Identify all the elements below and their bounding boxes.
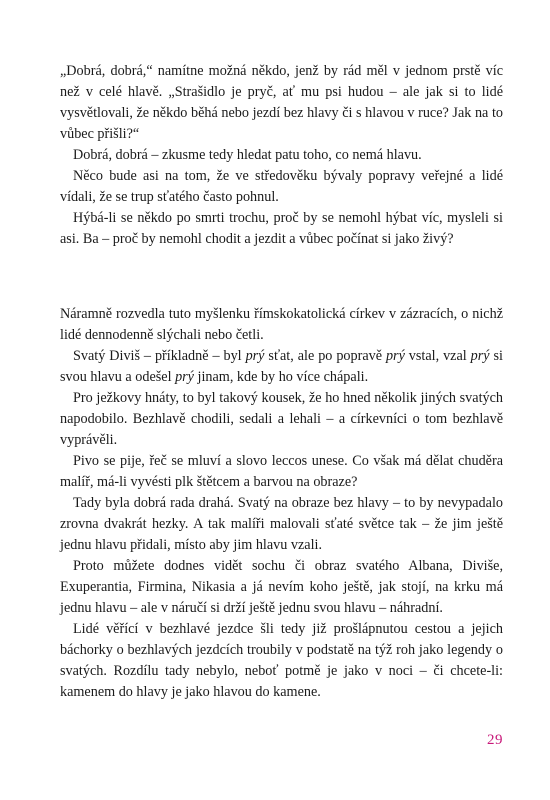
paragraph: Lidé věřící v bezhlavé jezdce šli tedy již prošlápnutou cestou a jejich báchorky o bezhlavých jezdcích troubily v podstatě na týž roh jako legendy o svatých. Rozdílu tady nebylo, neboť potmě je jako v noci – či chcete-li: kamenem do hlavy je jako hlavou do kamene. bbox=[60, 621, 503, 700]
paragraph: Pivo se pije, řeč se mluví a slovo leccos unese. Co však má dělat chuděra malíř, má-li vyvésti plk štětcem a barvou na obraze? bbox=[60, 453, 503, 490]
italic-word: prý bbox=[245, 348, 265, 364]
paragraph: „Dobrá, dobrá,“ namítne možná někdo, jenž by rád měl v jednom prstě víc než v celé hlavě. „Strašidlo je pryč, ať mu psi hudou – ale jak si to lidé vysvětlovali, že někdo běhá nebo jezdí bez hlavy či s hlavou v ruce? Jak na to vůbec přišli?“ bbox=[60, 63, 503, 142]
text-run: sťat, ale po popravě bbox=[264, 348, 386, 364]
text-run: vstal, vzal bbox=[404, 348, 471, 364]
paragraph: Tady byla dobrá rada drahá. Svatý na obraze bez hlavy – to by nevypadalo zrovna dvakrát hezky. A tak malíři malovali sťaté světce tak – že jim ještě jednu hlavu přidali, místo aby jim hlavu vzali. bbox=[60, 495, 503, 553]
paragraph bbox=[60, 346, 503, 388]
text-run: jinam, kde by ho více chápali. bbox=[193, 369, 369, 385]
paragraph: Proto můžete dodnes vidět sochu či obraz svatého Albana, Diviše, Exuperantia, Firmina, Nikasia a já nevím koho ještě, jak stojí, na krku má jednu hlavu – ale v náručí si drží ještě jednu svou hlavu – náhradní. bbox=[60, 558, 503, 616]
text-section-2 bbox=[60, 304, 503, 703]
italic-word: prý bbox=[385, 348, 405, 364]
text-run: si svou hlavu a odešel bbox=[60, 348, 503, 385]
paragraph: Dobrá, dobrá – zkusme tedy hledat patu toho, co nemá hlavu. bbox=[73, 147, 422, 163]
paragraph: Pro ježkovy hnáty, to byl takový kousek, že ho hned několik jiných svatých napodobilo. Bezhlavě chodili, sedali a lehali – a církevníci o tom bezhlavě vyprávěli. bbox=[60, 390, 503, 448]
paragraph: Hýbá-li se někdo po smrti trochu, proč by se nemohl hýbat víc, mysleli si asi. Ba – proč by nemohl chodit a jezdit a vůbec počínat si jako živý? bbox=[60, 210, 503, 247]
italic-word: prý bbox=[470, 348, 490, 364]
text-section-1 bbox=[60, 61, 503, 250]
page-number: 29 bbox=[487, 732, 503, 748]
paragraph: Náramně rozvedla tuto myšlenku římskokatolická církev v zázracích, o nichž lidé dennodenně slýchali nebo četli. bbox=[60, 306, 503, 343]
text-run: Svatý Diviš – příkladně – byl bbox=[73, 348, 246, 364]
paragraph: Něco bude asi na tom, že ve středověku bývaly popravy veřejné a lidé vídali, že se trup sťatého často pohnul. bbox=[60, 168, 503, 205]
italic-word: prý bbox=[175, 369, 194, 385]
